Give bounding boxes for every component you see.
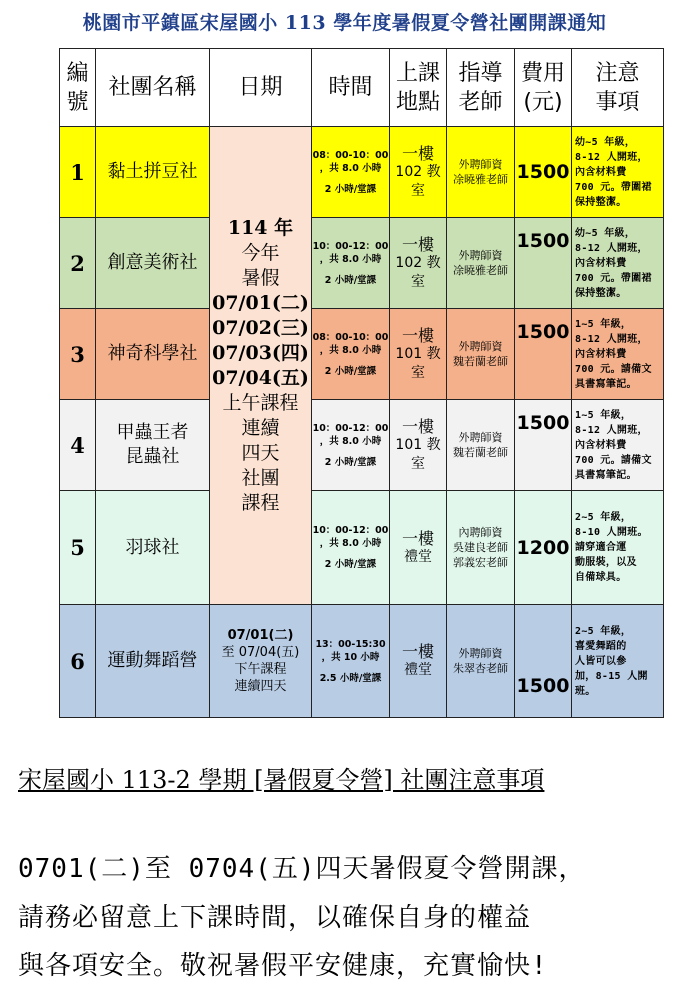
row-num: 2 (60, 218, 96, 309)
body-line: 0701(二)至 0704(五)四天暑假夏令營開課， (18, 854, 586, 884)
row-num: 6 (60, 605, 96, 718)
club-name: 黏土拼豆社 (96, 127, 210, 218)
club-name: 運動舞蹈營 (96, 605, 210, 718)
club-schedule-table (59, 48, 664, 718)
fee-cell: 1500 (515, 309, 572, 400)
time-cell: 13：00-15:30 ，共 10 小時 2.5 小時/堂課 (312, 605, 390, 718)
teacher-cell: 外聘師資 凃曉雅老師 (447, 127, 515, 218)
note-cell: 1~5 年級， 8-12 人開班， 內含材料費 700 元。請備文 具書寫筆記。 (572, 309, 664, 400)
date-cell: 07/01(二) 至 07/04(五) 下午課程 連續四天 (210, 605, 312, 718)
header-note: 注意 事項 (572, 49, 664, 127)
time-cell: 10：00-12：00 ，共 8.0 小時 2 小時/堂課 (312, 400, 390, 491)
header-name: 社團名稱 (96, 49, 210, 127)
row-num: 1 (60, 127, 96, 218)
club-name: 創意美術社 (96, 218, 210, 309)
teacher-cell: 外聘師資 凃曉雅老師 (447, 218, 515, 309)
header-date: 日期 (210, 49, 312, 127)
time-cell: 10：00-12：00 ，共 8.0 小時 2 小時/堂課 (312, 218, 390, 309)
note-cell: 幼~5 年級， 8-12 人開班， 內含材料費 700 元。帶圍裙 保持整潔。 (572, 218, 664, 309)
header-row (60, 49, 664, 127)
time-cell: 08：00-10：00 ，共 8.0 小時 2 小時/堂課 (312, 309, 390, 400)
body-line: 與各項安全。敬祝暑假平安健康，充實愉快! (18, 951, 548, 981)
section-title: 宋屋國小 113-2 學期 [暑假夏令營] 社團注意事項 (18, 766, 545, 794)
fee-cell: 1500 (515, 218, 572, 309)
table-row (60, 605, 664, 718)
fee-cell: 1500 (515, 127, 572, 218)
note-cell: 1~5 年級， 8-12 人開班， 內含材料費 700 元。請備文 具書寫筆記。 (572, 400, 664, 491)
table-row (60, 218, 664, 309)
club-name: 甲蟲王者 昆蟲社 (96, 400, 210, 491)
location-cell: 一樓 禮堂 (390, 491, 447, 605)
teacher-cell: 外聘師資 朱翠杏老師 (447, 605, 515, 718)
location-cell: 一樓 禮堂 (390, 605, 447, 718)
teacher-cell: 內聘師資 吳建良老師 郭義宏老師 (447, 491, 515, 605)
time-cell: 10：00-12：00 ，共 8.0 小時 2 小時/堂課 (312, 491, 390, 605)
date-merged-cell: 114 年 今年 暑假 07/01(二) 07/02(三) 07/03(四) 07/04(五) 上午課程 連續 四天 社團 課程 (210, 127, 312, 605)
header-fee: 費用 (元) (515, 49, 572, 127)
fee-cell: 1500 (515, 605, 572, 718)
table-row (60, 127, 664, 218)
page-title: 桃園市平鎮區宋屋國小 113 學年度暑假夏令營社團開課通知 (82, 12, 607, 34)
location-cell: 一樓 102 教室 (390, 218, 447, 309)
table-row (60, 400, 664, 491)
time-cell: 08：00-10：00 ，共 8.0 小時 2 小時/堂課 (312, 127, 390, 218)
header-loc: 上課 地點 (390, 49, 447, 127)
location-cell: 一樓 101 教室 (390, 400, 447, 491)
fee-cell: 1500 (515, 400, 572, 491)
teacher-cell: 外聘師資 魏若蘭老師 (447, 309, 515, 400)
fee-cell: 1200 (515, 491, 572, 605)
row-num: 3 (60, 309, 96, 400)
club-name: 羽球社 (96, 491, 210, 605)
teacher-cell: 外聘師資 魏若蘭老師 (447, 400, 515, 491)
note-cell: 2~5 年級， 喜愛舞蹈的 人皆可以參 加，8-15 人開 班。 (572, 605, 664, 718)
row-num: 5 (60, 491, 96, 605)
row-num: 4 (60, 400, 96, 491)
table-row (60, 491, 664, 605)
location-cell: 一樓 101 教室 (390, 309, 447, 400)
note-cell: 幼~5 年級， 8-12 人開班， 內含材料費 700 元。帶圍裙 保持整潔。 (572, 127, 664, 218)
header-num: 編 號 (60, 49, 96, 127)
header-teacher: 指導 老師 (447, 49, 515, 127)
header-time: 時間 (312, 49, 390, 127)
note-cell: 2~5 年級， 8-10 人開班。 請穿適合運 動服裝，以及 自備球具。 (572, 491, 664, 605)
body-line: 請務必留意上下課時間，以確保自身的權益 (18, 903, 532, 933)
location-cell: 一樓 102 教室 (390, 127, 447, 218)
table-row (60, 309, 664, 400)
club-name: 神奇科學社 (96, 309, 210, 400)
